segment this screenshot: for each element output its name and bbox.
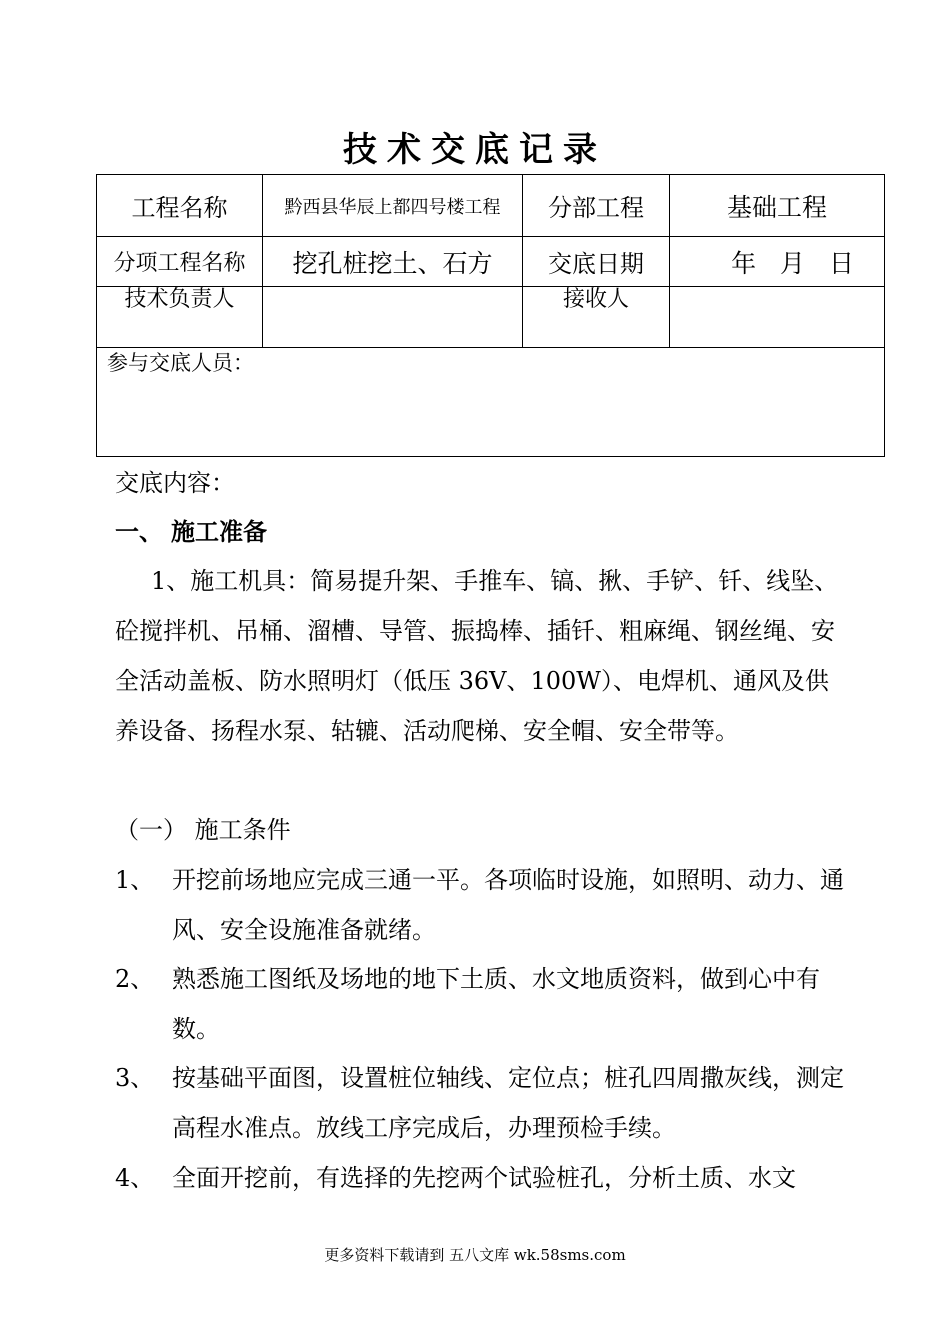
division-value: 基础工程: [670, 175, 885, 237]
project-name-value: 黔西县华辰上都四号楼工程: [263, 175, 523, 237]
list-item-number: 1、: [115, 866, 155, 894]
date-value: 年 月 日: [670, 237, 885, 287]
list-item-number: 4、: [115, 1164, 155, 1192]
subitem-value: 挖孔桩挖土、石方: [263, 237, 523, 287]
header-table: [96, 174, 885, 457]
page-footer: 更多资料下载请到 五八文库 wk.58sms.com: [324, 1246, 626, 1264]
list-item: [115, 1053, 850, 1153]
sub-section-heading: （一） 施工条件: [115, 816, 291, 844]
section-heading: [115, 507, 850, 557]
list-item: [115, 855, 850, 955]
document-title: 技术交底记录: [343, 130, 607, 170]
list-item: [115, 954, 850, 1054]
list-item: [115, 1153, 850, 1203]
receiver-label: 接收人: [523, 287, 670, 348]
header-row-project: [97, 175, 885, 237]
content-intro: 交底内容：: [115, 469, 235, 497]
section-title: 施工准备: [171, 518, 267, 546]
tech-lead-value: [263, 287, 523, 348]
date-label: 交底日期: [523, 237, 670, 287]
list-item-text: 按基础平面图，设置桩位轴线、定位点；桩孔四周撒灰线，测定高程水准点。放线工序完成后，办理预检手续。: [172, 1064, 844, 1142]
tools-paragraph: 1、施工机具：简易提升架、手推车、镐、揪、手铲、钎、线坠、砼搅拌机、吊桶、溜槽、导管、振捣棒、插钎、粗麻绳、钢丝绳、安全活动盖板、防水照明灯（低压 36V、100W）、电焊机、通风及供养设备、扬程水泵、轱辘、活动爬梯、安全帽、安全带等。: [115, 567, 839, 745]
subitem-label: 分项工程名称: [97, 237, 263, 287]
header-row-subitem: [97, 237, 885, 287]
tech-lead-label: 技术负责人: [97, 287, 263, 348]
list-item-number: 3、: [115, 1064, 155, 1092]
receiver-value: [670, 287, 885, 348]
section-number: 一、: [115, 518, 163, 546]
header-row-participants: [97, 348, 885, 457]
list-item-text: 熟悉施工图纸及场地的地下土质、水文地质资料，做到心中有数。: [172, 965, 820, 1043]
header-row-people: [97, 287, 885, 348]
participants-label: 参与交底人员：: [97, 348, 885, 457]
list-item-text: 开挖前场地应完成三通一平。各项临时设施，如照明、动力、通风、安全设施准备就绪。: [172, 866, 844, 944]
division-label: 分部工程: [523, 175, 670, 237]
list-item-number: 2、: [115, 965, 155, 993]
project-name-label: 工程名称: [97, 175, 263, 237]
list-item-text: 全面开挖前，有选择的先挖两个试验桩孔，分析土质、水文: [172, 1164, 796, 1192]
